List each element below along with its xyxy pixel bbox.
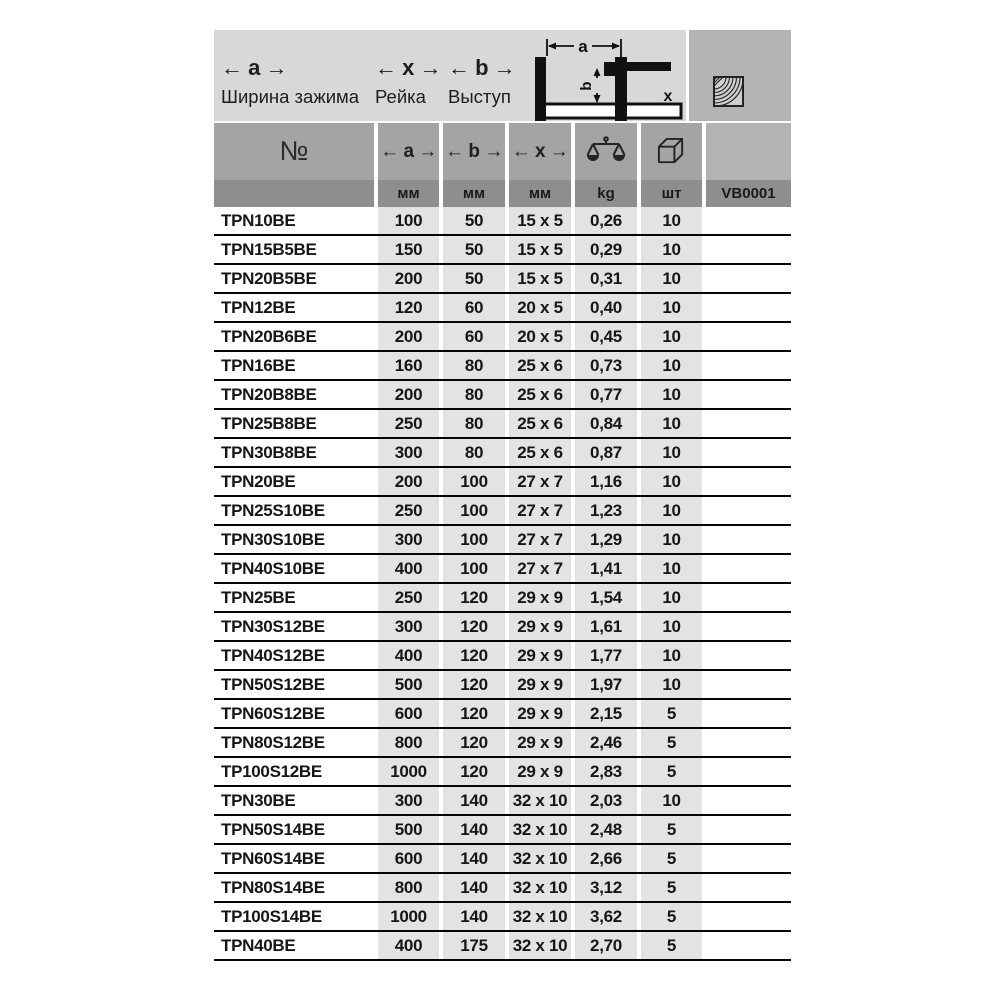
rail-size-cell: 15 x 5	[509, 265, 571, 292]
product-code-cell: TPN20B8BE	[214, 381, 374, 408]
rail-size-cell: 32 x 10	[509, 787, 571, 814]
weight-cell: 2,46	[575, 729, 637, 756]
table-row	[214, 700, 791, 729]
table-row	[214, 555, 791, 584]
diagram-dim-b: b	[578, 81, 595, 91]
dim-a-cell: 300	[378, 526, 439, 553]
units-x: мм	[509, 180, 571, 207]
header-b-cell: ← b →	[443, 123, 505, 180]
table-row	[214, 236, 791, 265]
weight-cell: 3,62	[575, 903, 637, 930]
rail-size-cell: 27 x 7	[509, 468, 571, 495]
dimension-a-symbol: ← a →	[221, 55, 287, 80]
dim-b-cell: 120	[443, 642, 505, 669]
header-code-cell	[706, 123, 791, 180]
weight-cell: 1,41	[575, 555, 637, 582]
dim-b-cell: 100	[443, 468, 505, 495]
code-col-cell	[706, 584, 791, 611]
dim-b-cell: 50	[443, 207, 505, 234]
dim-a-cell: 300	[378, 613, 439, 640]
weight-cell: 2,83	[575, 758, 637, 785]
weight-cell: 0,45	[575, 323, 637, 350]
dim-b-cell: 80	[443, 410, 505, 437]
pack-qty-cell: 10	[641, 671, 702, 698]
header-x-cell: ← x →	[509, 123, 571, 180]
pack-qty-cell: 5	[641, 729, 702, 756]
dim-b-cell: 120	[443, 729, 505, 756]
units-a: мм	[378, 180, 439, 207]
product-code-cell: TPN25BE	[214, 584, 374, 611]
table-row	[214, 381, 791, 410]
dim-b-cell: 100	[443, 497, 505, 524]
dimension-b-label: Выступ	[448, 86, 511, 107]
pack-qty-cell: 5	[641, 903, 702, 930]
pack-qty-cell: 5	[641, 845, 702, 872]
dim-a-cell: 500	[378, 816, 439, 843]
dim-a-cell: 300	[378, 787, 439, 814]
dimension-x-label: Рейка	[375, 86, 426, 107]
rail-size-cell: 32 x 10	[509, 874, 571, 901]
product-code-cell: TPN40BE	[214, 932, 374, 959]
dim-b-cell: 100	[443, 555, 505, 582]
code-col-cell	[706, 410, 791, 437]
rail-size-cell: 32 x 10	[509, 845, 571, 872]
dim-b-cell: 80	[443, 381, 505, 408]
rail-size-cell: 29 x 9	[509, 642, 571, 669]
weight-cell: 1,97	[575, 671, 637, 698]
table-row	[214, 816, 791, 845]
dim-a-cell: 200	[378, 265, 439, 292]
dim-b-cell: 140	[443, 816, 505, 843]
code-col-cell	[706, 236, 791, 263]
dim-b-cell: 60	[443, 294, 505, 321]
table-row	[214, 613, 791, 642]
dim-b-cell: 120	[443, 584, 505, 611]
table-row	[214, 671, 791, 700]
pack-qty-cell: 10	[641, 236, 702, 263]
dim-a-cell: 600	[378, 845, 439, 872]
table-row	[214, 323, 791, 352]
clamp-dimension-diagram	[534, 32, 684, 121]
dim-a-cell: 200	[378, 323, 439, 350]
table-row	[214, 294, 791, 323]
pack-qty-cell: 10	[641, 381, 702, 408]
number-sign: №	[279, 136, 309, 166]
rail-size-cell: 32 x 10	[509, 932, 571, 959]
legend-dimensions	[214, 30, 686, 121]
pack-qty-cell: 10	[641, 439, 702, 466]
table-row	[214, 642, 791, 671]
dim-a-cell: 150	[378, 236, 439, 263]
code-col-cell	[706, 845, 791, 872]
product-code-cell: TPN15B5BE	[214, 236, 374, 263]
legend-item-throat	[448, 54, 515, 110]
code-col-cell	[706, 468, 791, 495]
rail-size-cell: 27 x 7	[509, 555, 571, 582]
product-code-cell: TPN50S14BE	[214, 816, 374, 843]
weight-cell: 2,03	[575, 787, 637, 814]
rail-size-cell: 29 x 9	[509, 584, 571, 611]
rail-size-cell: 25 x 6	[509, 439, 571, 466]
product-code-cell: TPN30BE	[214, 787, 374, 814]
pack-qty-cell: 10	[641, 555, 702, 582]
table-legend	[214, 30, 791, 121]
pack-qty-cell: 10	[641, 323, 702, 350]
rail-size-cell: 29 x 9	[509, 671, 571, 698]
weight-cell: 0,87	[575, 439, 637, 466]
wood-grain-icon	[713, 76, 744, 107]
rail-size-cell: 32 x 10	[509, 903, 571, 930]
code-col-cell	[706, 932, 791, 959]
catalog-code: VB0001	[706, 180, 791, 207]
units-kg: kg	[575, 180, 637, 207]
legend-material	[689, 30, 791, 121]
product-code-cell: TPN20B5BE	[214, 265, 374, 292]
code-col-cell	[706, 613, 791, 640]
code-col-cell	[706, 555, 791, 582]
dim-b-cell: 50	[443, 236, 505, 263]
rail-size-cell: 29 x 9	[509, 613, 571, 640]
weight-cell: 0,26	[575, 207, 637, 234]
product-code-cell: TPN12BE	[214, 294, 374, 321]
pack-qty-cell: 10	[641, 207, 702, 234]
code-col-cell	[706, 700, 791, 727]
product-code-cell: TPN20B6BE	[214, 323, 374, 350]
code-col-cell	[706, 323, 791, 350]
pack-qty-cell: 5	[641, 932, 702, 959]
pack-qty-cell: 5	[641, 874, 702, 901]
table-row	[214, 874, 791, 903]
rail-size-cell: 25 x 6	[509, 352, 571, 379]
dim-a-cell: 600	[378, 700, 439, 727]
product-code-cell: TPN30S12BE	[214, 613, 374, 640]
code-col-cell	[706, 642, 791, 669]
product-code-cell: TPN80S12BE	[214, 729, 374, 756]
table-row	[214, 845, 791, 874]
code-col-cell	[706, 439, 791, 466]
diagram-dim-a: a	[578, 37, 588, 56]
dim-a-cell: 250	[378, 584, 439, 611]
product-code-cell: TP100S14BE	[214, 903, 374, 930]
code-col-cell	[706, 758, 791, 785]
rail-size-cell: 20 x 5	[509, 294, 571, 321]
weight-cell: 0,31	[575, 265, 637, 292]
table-row	[214, 468, 791, 497]
weight-cell: 1,29	[575, 526, 637, 553]
rail-size-cell: 15 x 5	[509, 207, 571, 234]
rail-size-cell: 32 x 10	[509, 816, 571, 843]
pack-qty-cell: 10	[641, 642, 702, 669]
dim-b-cell: 120	[443, 671, 505, 698]
header-a-cell: ← a →	[378, 123, 439, 180]
code-col-cell	[706, 526, 791, 553]
units-number-cell	[214, 180, 374, 207]
dim-a-cell: 200	[378, 468, 439, 495]
header-package-cell	[641, 123, 702, 180]
code-col-cell	[706, 729, 791, 756]
dim-b-cell: 175	[443, 932, 505, 959]
dim-b-cell: 120	[443, 758, 505, 785]
pack-qty-cell: 10	[641, 468, 702, 495]
product-code-cell: TPN25S10BE	[214, 497, 374, 524]
dim-a-cell: 800	[378, 729, 439, 756]
weight-cell: 3,12	[575, 874, 637, 901]
dimension-b-symbol: ← b →	[448, 55, 516, 80]
dim-b-cell: 80	[443, 439, 505, 466]
code-col-cell	[706, 816, 791, 843]
dim-a-cell: 300	[378, 439, 439, 466]
pack-qty-cell: 10	[641, 294, 702, 321]
weight-cell: 1,16	[575, 468, 637, 495]
code-col-cell	[706, 671, 791, 698]
code-col-cell	[706, 903, 791, 930]
table-row	[214, 497, 791, 526]
units-b: мм	[443, 180, 505, 207]
dimension-x-symbol: ← x →	[375, 55, 441, 80]
table-row	[214, 207, 791, 236]
weight-cell: 1,61	[575, 613, 637, 640]
table-units-row	[214, 180, 791, 207]
code-col-cell	[706, 874, 791, 901]
dim-a-cell: 200	[378, 381, 439, 408]
header-weight-cell	[575, 123, 637, 180]
product-code-cell: TPN16BE	[214, 352, 374, 379]
table-row	[214, 410, 791, 439]
pack-qty-cell: 10	[641, 410, 702, 437]
product-code-cell: TPN80S14BE	[214, 874, 374, 901]
legend-item-rail	[375, 54, 441, 110]
rail-size-cell: 20 x 5	[509, 323, 571, 350]
dim-a-cell: 160	[378, 352, 439, 379]
table-row	[214, 932, 791, 961]
rail-size-cell: 25 x 6	[509, 381, 571, 408]
product-table	[214, 30, 791, 961]
code-col-cell	[706, 352, 791, 379]
weight-cell: 0,77	[575, 381, 637, 408]
dim-a-cell: 400	[378, 555, 439, 582]
header-number-cell	[214, 123, 374, 180]
pack-qty-cell: 5	[641, 700, 702, 727]
dim-b-cell: 140	[443, 787, 505, 814]
product-code-cell: TPN40S12BE	[214, 642, 374, 669]
code-col-cell	[706, 787, 791, 814]
pack-qty-cell: 10	[641, 352, 702, 379]
weight-cell: 0,40	[575, 294, 637, 321]
product-code-cell: TPN40S10BE	[214, 555, 374, 582]
product-code-cell: TPN10BE	[214, 207, 374, 234]
product-code-cell: TPN30S10BE	[214, 526, 374, 553]
legend-item-clamp-width	[221, 54, 359, 110]
pack-qty-cell: 10	[641, 787, 702, 814]
dim-a-cell: 1000	[378, 903, 439, 930]
dim-b-cell: 50	[443, 265, 505, 292]
scales-icon	[584, 136, 628, 168]
product-code-cell: TPN50S12BE	[214, 671, 374, 698]
weight-cell: 2,15	[575, 700, 637, 727]
rail-size-cell: 29 x 9	[509, 758, 571, 785]
weight-cell: 2,66	[575, 845, 637, 872]
table-row	[214, 729, 791, 758]
weight-cell: 0,73	[575, 352, 637, 379]
product-code-cell: TPN60S12BE	[214, 700, 374, 727]
dim-a-cell: 120	[378, 294, 439, 321]
dim-a-cell: 1000	[378, 758, 439, 785]
product-code-cell: TPN30B8BE	[214, 439, 374, 466]
weight-cell: 1,54	[575, 584, 637, 611]
cube-icon	[656, 136, 687, 167]
rail-size-cell: 27 x 7	[509, 526, 571, 553]
dim-a-cell: 250	[378, 410, 439, 437]
weight-cell: 2,48	[575, 816, 637, 843]
table-row	[214, 903, 791, 932]
table-row	[214, 352, 791, 381]
dim-b-cell: 140	[443, 874, 505, 901]
code-col-cell	[706, 207, 791, 234]
dim-a-cell: 400	[378, 642, 439, 669]
product-code-cell: TPN20BE	[214, 468, 374, 495]
product-code-cell: TPN25B8BE	[214, 410, 374, 437]
code-col-cell	[706, 381, 791, 408]
table-row	[214, 758, 791, 787]
rail-size-cell: 29 x 9	[509, 700, 571, 727]
pack-qty-cell: 10	[641, 497, 702, 524]
pack-qty-cell: 10	[641, 613, 702, 640]
weight-cell: 0,84	[575, 410, 637, 437]
table-row	[214, 439, 791, 468]
dim-a-cell: 800	[378, 874, 439, 901]
dim-b-cell: 60	[443, 323, 505, 350]
weight-cell: 0,29	[575, 236, 637, 263]
dim-a-cell: 100	[378, 207, 439, 234]
dim-b-cell: 80	[443, 352, 505, 379]
rail-size-cell: 29 x 9	[509, 729, 571, 756]
dim-a-cell: 250	[378, 497, 439, 524]
code-col-cell	[706, 265, 791, 292]
product-code-cell: TPN60S14BE	[214, 845, 374, 872]
code-col-cell	[706, 497, 791, 524]
dim-b-cell: 100	[443, 526, 505, 553]
code-col-cell	[706, 294, 791, 321]
table-body	[214, 207, 791, 961]
rail-size-cell: 15 x 5	[509, 236, 571, 263]
dim-b-cell: 140	[443, 845, 505, 872]
pack-qty-cell: 10	[641, 265, 702, 292]
dim-b-cell: 120	[443, 700, 505, 727]
rail-size-cell: 25 x 6	[509, 410, 571, 437]
pack-qty-cell: 5	[641, 758, 702, 785]
units-qty: шт	[641, 180, 702, 207]
dim-b-cell: 120	[443, 613, 505, 640]
rail-size-cell: 27 x 7	[509, 497, 571, 524]
product-code-cell: TP100S12BE	[214, 758, 374, 785]
table-row	[214, 584, 791, 613]
weight-cell: 2,70	[575, 932, 637, 959]
dimension-a-label: Ширина зажима	[221, 86, 360, 107]
table-row	[214, 265, 791, 294]
pack-qty-cell: 10	[641, 584, 702, 611]
pack-qty-cell: 5	[641, 816, 702, 843]
weight-cell: 1,23	[575, 497, 637, 524]
diagram-dim-x: x	[663, 88, 673, 105]
weight-cell: 1,77	[575, 642, 637, 669]
dim-a-cell: 500	[378, 671, 439, 698]
table-row	[214, 526, 791, 555]
dim-a-cell: 400	[378, 932, 439, 959]
table-row	[214, 787, 791, 816]
table-header-row	[214, 123, 791, 180]
dim-b-cell: 140	[443, 903, 505, 930]
pack-qty-cell: 10	[641, 526, 702, 553]
